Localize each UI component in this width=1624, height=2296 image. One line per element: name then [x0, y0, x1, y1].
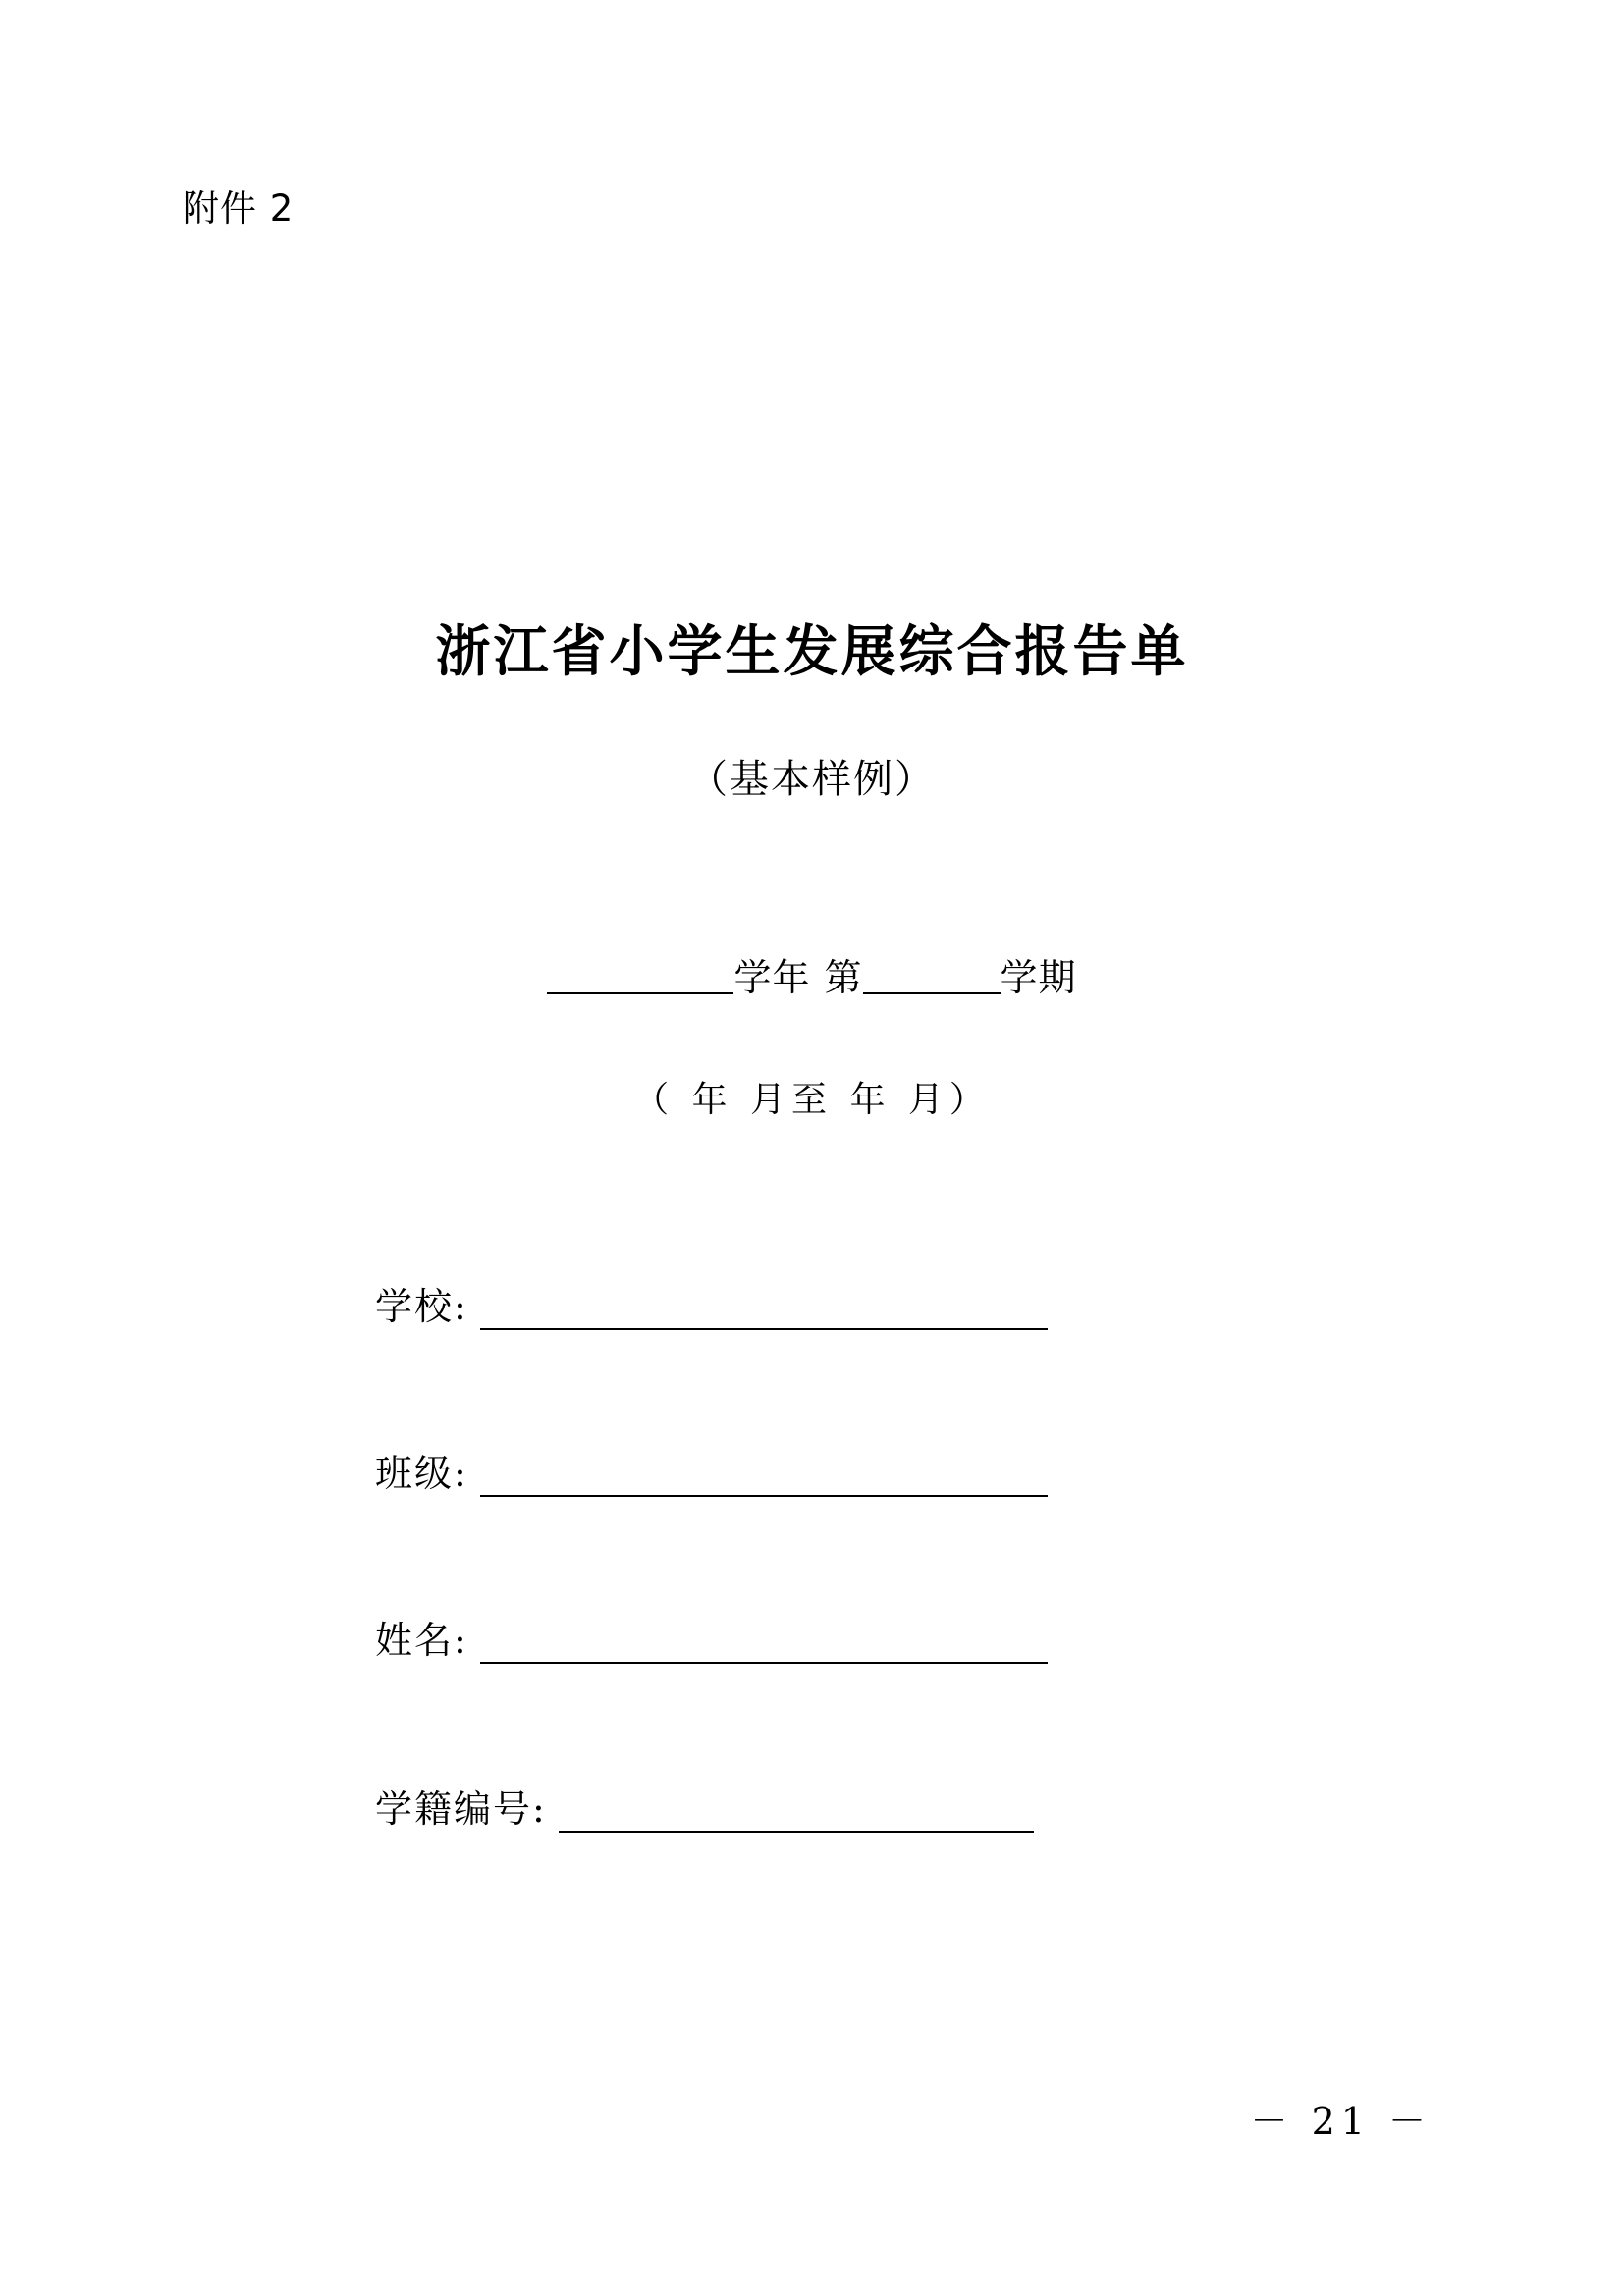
school-year-blank[interactable]: [547, 992, 733, 994]
term-suffix-label: 学期: [1000, 956, 1077, 999]
field-class-label: 班级:: [375, 1452, 468, 1495]
term-line: [0, 947, 1624, 1001]
field-class-blank[interactable]: [480, 1462, 1048, 1497]
field-school-blank[interactable]: [480, 1295, 1048, 1330]
field-class: [375, 1443, 1048, 1497]
field-name-label: 姓名:: [375, 1619, 468, 1662]
field-student-id: [375, 1779, 1034, 1833]
field-student-id-label: 学籍编号:: [375, 1788, 547, 1831]
school-year-label: 学年: [733, 956, 811, 999]
field-school-label: 学校:: [375, 1285, 468, 1328]
date-range-line: （ 年 月至 年 月）: [633, 1080, 991, 1120]
field-name-blank[interactable]: [480, 1629, 1048, 1664]
page-number: － 21 －: [1250, 2100, 1432, 2143]
term-prefix-label: 第: [824, 956, 863, 999]
page-title: 浙江省小学生发展综合报告单: [435, 619, 1189, 684]
field-school: [375, 1276, 1048, 1330]
attachment-label: 附件 2: [183, 187, 295, 230]
field-name: [375, 1610, 1048, 1664]
field-student-id-blank[interactable]: [559, 1797, 1034, 1833]
term-number-blank[interactable]: [863, 992, 1001, 994]
page-subtitle: （基本样例）: [688, 757, 936, 802]
